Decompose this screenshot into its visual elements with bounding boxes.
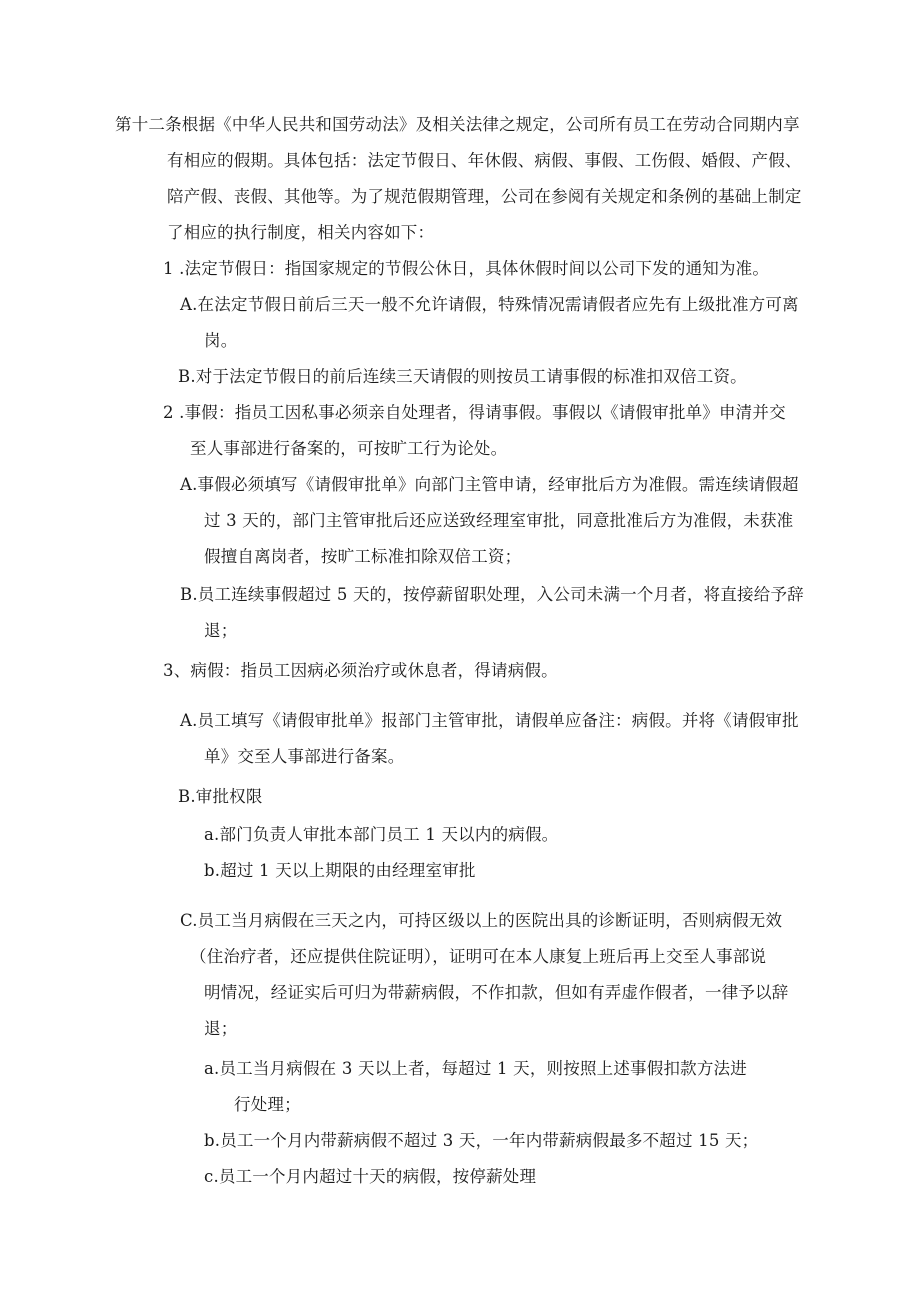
sub-list-item: b.员工一个月内带薪病假不超过 3 天，一年内带薪病假最多不超过 15 天； — [204, 1131, 759, 1150]
article-line: 了相应的执行制度，相关内容如下： — [167, 223, 435, 242]
list-item: C.员工当月病假在三天之内，可持区级以上的医院出具的诊断证明，否则病假无效 — [180, 911, 783, 930]
section-heading: 2 .事假：指员工因私事必须亲自处理者，得请事假。事假以《请假审批单》申清并交 — [163, 403, 786, 422]
article-line: 有相应的假期。具体包括：法定节假日、年休假、病假、事假、工伤假、婚假、产假、 — [167, 151, 802, 170]
list-item-continuation: 单》交至人事部进行备案。 — [204, 747, 405, 766]
sub-list-item-continuation: 行处理； — [234, 1095, 301, 1114]
section-heading: 1 .法定节假日：指国家规定的节假公休日，具体休假时间以公司下发的通知为准。 — [163, 259, 770, 278]
list-item-continuation: 岗。 — [204, 331, 238, 350]
section-heading: 3、病假：指员工因病必须治疗或休息者，得请病假。 — [163, 661, 558, 680]
list-item-continuation: 过 3 天的，部门主管审批后还应送致经理室审批，同意批准后方为准假，未获准 — [204, 511, 794, 530]
section-heading-continuation: 至人事部进行备案的，可按旷工行为论处。 — [190, 439, 508, 458]
list-item-continuation: 退； — [204, 621, 238, 640]
sub-list-item: a.员工当月病假在 3 天以上者，每超过 1 天，则按照上述事假扣款方法进 — [204, 1059, 747, 1078]
sub-list-item: b.超过 1 天以上期限的由经理室审批 — [204, 861, 476, 880]
article-line: 第十二条根据《中华人民共和国劳动法》及相关法律之规定，公司所有员工在劳动合同期内享 — [115, 115, 800, 134]
list-item-continuation: 明情况，经证实后可归为带薪病假，不作扣款，但如有弄虚作假者，一律予以辞 — [204, 983, 789, 1002]
list-item-continuation: 假擅自离岗者，按旷工标准扣除双倍工资； — [204, 547, 522, 566]
list-item: B.对于法定节假日的前后连续三天请假的则按员工请事假的标准扣双倍工资。 — [178, 367, 747, 386]
list-item: A.员工填写《请假审批单》报部门主管审批，请假单应备注：病假。并将《请假审批 — [180, 711, 799, 730]
list-item: B.审批权限 — [178, 787, 263, 806]
list-item: A.在法定节假日前后三天一般不允许请假，特殊情况需请假者应先有上级批准方可离 — [180, 295, 799, 314]
sub-list-item: a.部门负责人审批本部门员工 1 天以内的病假。 — [204, 825, 559, 844]
list-item: B.员工连续事假超过 5 天的，按停薪留职处理，入公司未满一个月者，将直接给予辞 — [180, 585, 804, 604]
list-item-continuation: 退； — [204, 1019, 238, 1038]
list-item-continuation: （住治疗者，还应提供住院证明），证明可在本人康复上班后再上交至人事部说 — [190, 947, 767, 966]
sub-list-item: c.员工一个月内超过十天的病假，按停薪处理 — [204, 1167, 537, 1186]
article-line: 陪产假、丧假、其他等。为了规范假期管理，公司在参阅有关规定和条例的基础上制定 — [167, 187, 802, 206]
list-item: A.事假必须填写《请假审批单》向部门主管申请，经审批后方为准假。需连续请假超 — [180, 475, 799, 494]
